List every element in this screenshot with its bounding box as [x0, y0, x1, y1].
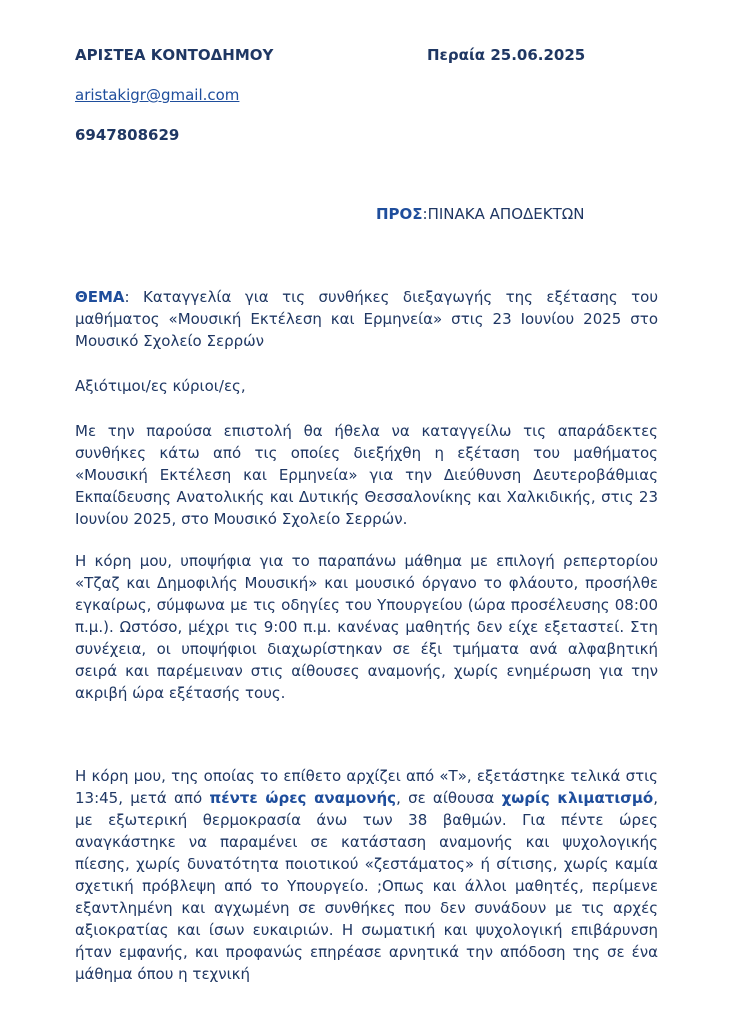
paragraph-3-emphasis-no-ac: χωρίς κλιματισμό	[501, 789, 654, 807]
recipient-line	[376, 205, 584, 223]
letter-header	[75, 46, 658, 68]
subject-label: ΘΕΜΑ	[75, 288, 125, 306]
sender-phone: 6947808629	[75, 126, 180, 144]
paragraph-2: Η κόρη μου, υποψήφια για το παραπάνω μάθημα με επιλογή ρεπερτορίου «Τζαζ και Δημοφιλής Μουσική» και μουσικό όργανο το φλάουτο, προσήλθε εγκαίρως, σύμφωνα με τις οδηγίες του Υπουργείου (ώρα προσέλευσης 08:00 π.μ.). Ωστόσο, μέχρι τις 9:00 π.μ. κανένας μαθητής δεν είχε εξεταστεί. Στη συνέχεια, οι υποψήφιοι διαχωρίστηκαν σε έξι τμήματα ανά αλφαβητική σειρά και παρέμειναν στις αίθουσες αναμονής, χωρίς ενημέρωση για την ακριβή ώρα εξέτασής τους.	[75, 552, 658, 702]
paragraph-3-emphasis-waiting: πέντε ώρες αναμονής	[209, 789, 397, 807]
recipient-label: ΠΡΟΣ	[376, 205, 423, 223]
place-date: Περαία 25.06.2025	[427, 46, 586, 64]
paragraph-3	[75, 765, 658, 985]
paragraph-3-part-3: , με εξωτερική θερμοκρασία άνω των 38 βαθμών. Για πέντε ώρες αναγκάστηκε να παραμένει σε κατάσταση αναμονής και ψυχολογικής πίεσης, χωρίς δυνατότητα ποιοτικού «ζεστάματος» ή σίτισης, χωρίς καμία σχετική πρόβλεψη από το Υπουργείο. ;Οπως και άλλοι μαθητές, περίμενε εξαντλημένη και αγχωμένη σε συνθήκες που δεν συνάδουν με τις αρχές αξιοκρατίας και ίσων ευκαιριών. Η σωματική και ψυχολογική επιβάρυνση ήταν εμφανής, και προφανώς επηρέασε αρνητικά την απόδοση της σε ένα μάθημα όπου η τεχνική	[75, 789, 658, 983]
paragraph-3-part-1: Η κόρη μου, της οποίας το επίθετο αρχίζει από «Τ», εξετάστηκε τελικά στις 13:45, μετά από	[75, 767, 658, 807]
sender-name: ΑΡΙΣΤΕΑ ΚΟΝΤΟΔΗΜΟΥ	[75, 46, 274, 64]
subject-text: : Καταγγελία για τις συνθήκες διεξαγωγής της εξέτασης του μαθήματος «Μουσική Εκτέλεση και Ερμηνεία» στις 23 Ιουνίου 2025 στο Μουσικό Σχολείο Σερρών	[75, 288, 658, 350]
salutation: Αξιότιμοι/ες κύριοι/ες,	[75, 377, 246, 395]
paragraph-3-part-2: , σε αίθουσα	[396, 789, 502, 807]
sender-email-link[interactable]: aristakigr@gmail.com	[75, 86, 240, 104]
recipient-value: :ΠΙΝΑΚΑ ΑΠΟΔΕΚΤΩΝ	[422, 205, 585, 223]
paragraph-1: Με την παρούσα επιστολή θα ήθελα να καταγγείλω τις απαράδεκτες συνθήκες κάτω από τις οποίες διεξήχθη η εξέταση του μαθήματος «Μουσική Εκτέλεση και Ερμηνεία» για την Διεύθυνση Δευτεροβάθμιας Εκπαίδευσης Ανατολικής και Δυτικής Θεσσαλονίκης και Χαλκιδικής, στις 23 Ιουνίου 2025, στο Μουσικό Σχολείο Σερρών.	[75, 422, 658, 528]
subject-line	[75, 286, 658, 352]
